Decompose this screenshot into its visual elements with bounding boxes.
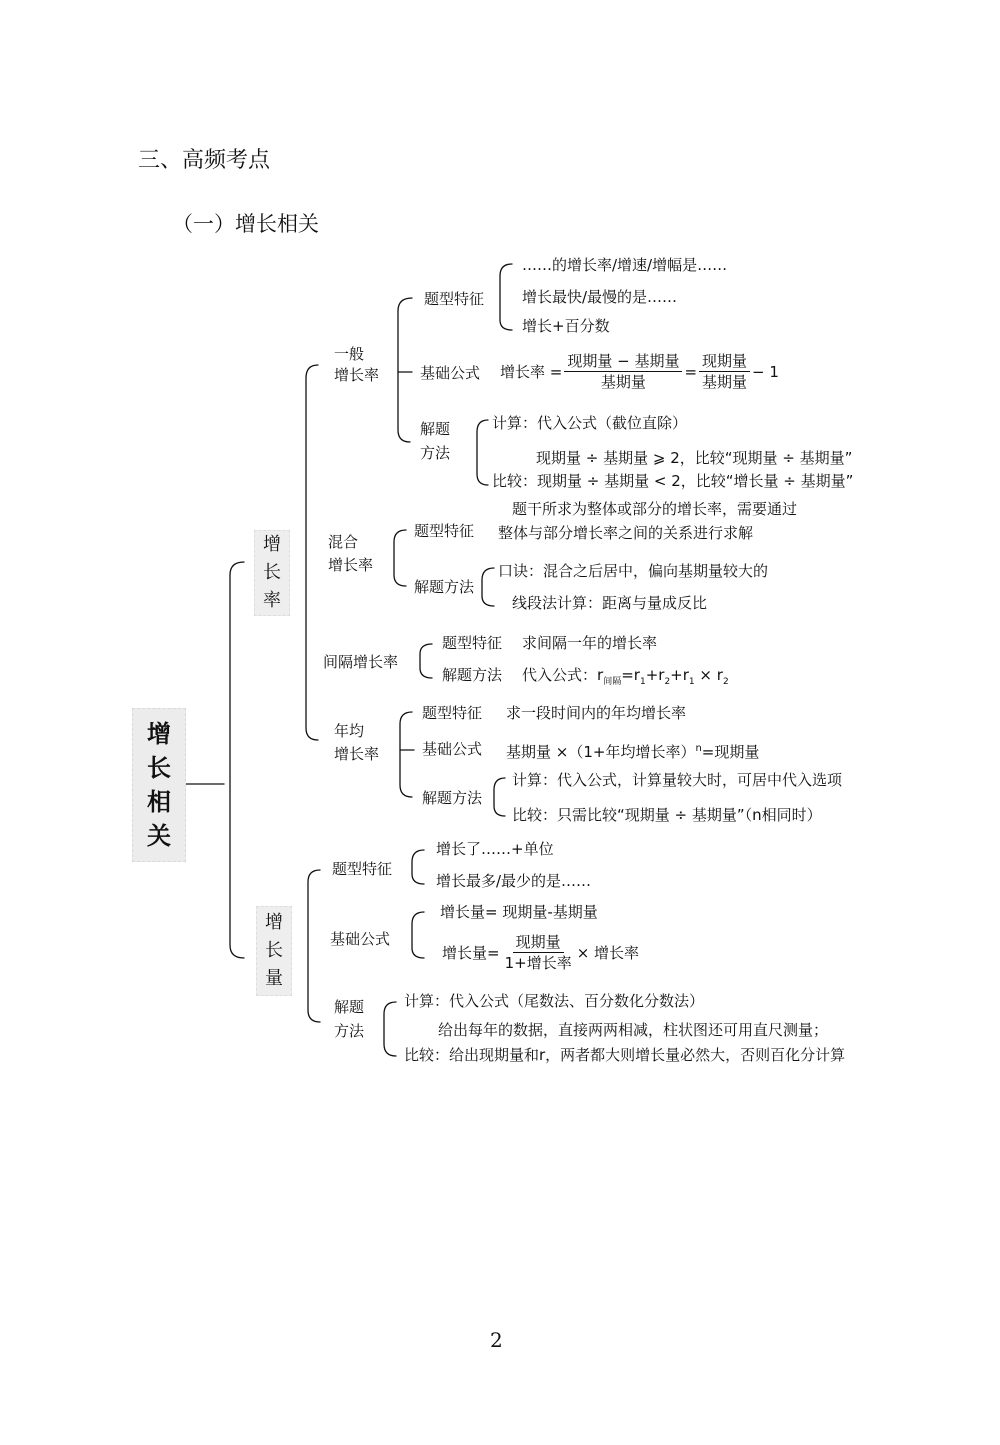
formula-fraction-2 (699, 352, 750, 391)
rate-bracket (306, 365, 318, 740)
section-title: 三、高频考点 (138, 148, 271, 173)
amount-formula-1: 增长量= 现期量-基期量 (440, 903, 598, 921)
mixed-method-1: 口诀：混合之后居中，偏向基期量较大的 (498, 562, 769, 580)
mixed-method-label: 解题方法 (414, 578, 475, 596)
general-formula (500, 352, 779, 391)
annual-method-label: 解题方法 (422, 789, 483, 807)
amount-method-label-line1: 解题 (334, 998, 365, 1016)
fraction-1-numerator: 现期量 − 基期量 (564, 352, 682, 372)
formula-equals: = (684, 362, 698, 381)
amount-formula-bracket (412, 912, 424, 958)
interval-label: 间隔增长率 (323, 653, 399, 671)
fraction-2-denominator: 基期量 (702, 373, 748, 391)
root-bracket (230, 562, 244, 958)
amount-fraction (502, 933, 575, 972)
formula-fraction-1 (564, 352, 682, 391)
interval-feature: 求间隔一年的增长率 (522, 634, 658, 652)
fraction-2-numerator: 现期量 (699, 352, 750, 372)
mixed-bracket (394, 530, 406, 586)
annual-formula: 基期量 ×（1+年均增长率）$^n$=现期量 (506, 743, 760, 761)
rate-node: 增长率 (254, 530, 290, 616)
annual-features-label: 题型特征 (422, 704, 483, 722)
amount-formula-label: 基础公式 (330, 930, 391, 948)
amount-method-bracket (384, 1002, 396, 1056)
formula-minus-one: − 1 (752, 362, 779, 381)
mixed-feature-line2: 整体与部分增长率之间的关系进行求解 (498, 524, 754, 542)
amount-node: 增长量 (256, 906, 292, 996)
interval-features-label: 题型特征 (442, 634, 503, 652)
annual-method-1: 计算：代入公式，计算量较大时，可居中代入选项 (512, 771, 843, 789)
fraction-1-denominator: 基期量 (600, 373, 646, 391)
amount-bracket (308, 870, 320, 1022)
subsection-title: （一）增长相关 (172, 212, 319, 236)
annual-label-line2: 增长率 (334, 745, 380, 763)
mixed-label-line1: 混合 (328, 533, 359, 551)
interval-bracket (420, 644, 432, 678)
mixed-features-label: 题型特征 (414, 522, 475, 540)
page-number: 2 (490, 1328, 503, 1352)
amount-fraction-denominator: 1+增长率 (504, 954, 572, 972)
root-node: 增长相关 (132, 708, 186, 862)
general-method-label-line1: 解题 (420, 420, 451, 438)
amount-features-label: 题型特征 (332, 860, 393, 878)
general-label-line1: 一般 (334, 345, 365, 363)
amount-formula-2 (442, 933, 639, 972)
interval-method-formula: 代入公式：$r_{间隔}=r_1+r_2+r_1 \times r_2$ (522, 666, 729, 687)
general-feature-bracket (500, 264, 512, 330)
general-method-compare-b: 比较：现期量 ÷ 基期量 < 2，比较“增长量 ÷ 基期量” (492, 472, 854, 490)
amount-feature-bracket (412, 850, 424, 884)
mixed-method-2: 线段法计算：距离与量成反比 (512, 594, 708, 612)
mixed-label-line2: 增长率 (328, 556, 374, 574)
formula-lhs: 增长率 = (500, 362, 563, 381)
general-feature-2: 增长最快/最慢的是…… (522, 288, 678, 306)
general-method-bracket (477, 420, 488, 485)
mixed-method-bracket (482, 568, 494, 606)
annual-label-line1: 年均 (334, 722, 365, 740)
general-method-compare-a: 现期量 ÷ 基期量 ⩾ 2，比较“现期量 ÷ 基期量” (536, 449, 853, 467)
amount-method-compare-a: 给出每年的数据，直接两两相减，柱状图还可用直尺测量； (438, 1021, 829, 1039)
interval-method-label: 解题方法 (442, 666, 503, 684)
general-bracket (398, 298, 412, 442)
general-feature-1: ……的增长率/增速/增幅是…… (522, 256, 728, 274)
general-features-label: 题型特征 (424, 290, 485, 308)
general-method-calc: 计算：代入公式（截位直除） (492, 414, 688, 432)
amount-feature-1: 增长了……+单位 (436, 840, 554, 858)
annual-formula-label: 基础公式 (422, 740, 483, 758)
amount-method-compare-b: 比较：给出现期量和r，两者都大则增长量必然大，否则百化分计算 (404, 1046, 846, 1064)
general-feature-3: 增长+百分数 (522, 317, 610, 335)
amount-method-label-line2: 方法 (334, 1022, 365, 1040)
amount-formula-2-rhs: × 增长率 (576, 943, 640, 962)
mixed-feature-line1: 题干所求为整体或部分的增长率，需要通过 (512, 500, 798, 518)
amount-fraction-numerator: 现期量 (513, 933, 564, 953)
annual-feature: 求一段时间内的年均增长率 (506, 704, 687, 722)
annual-method-2: 比较：只需比较“现期量 ÷ 基期量”（n相同时） (512, 806, 822, 824)
amount-method-calc: 计算：代入公式（尾数法、百分数化分数法） (404, 992, 705, 1010)
annual-bracket (400, 712, 412, 797)
general-formula-label: 基础公式 (420, 364, 481, 382)
amount-feature-2: 增长最多/最少的是…… (436, 872, 592, 890)
general-method-label-line2: 方法 (420, 444, 451, 462)
annual-method-bracket (494, 778, 505, 816)
amount-formula-2-lhs: 增长量= (442, 943, 500, 962)
general-label-line2: 增长率 (334, 366, 380, 384)
